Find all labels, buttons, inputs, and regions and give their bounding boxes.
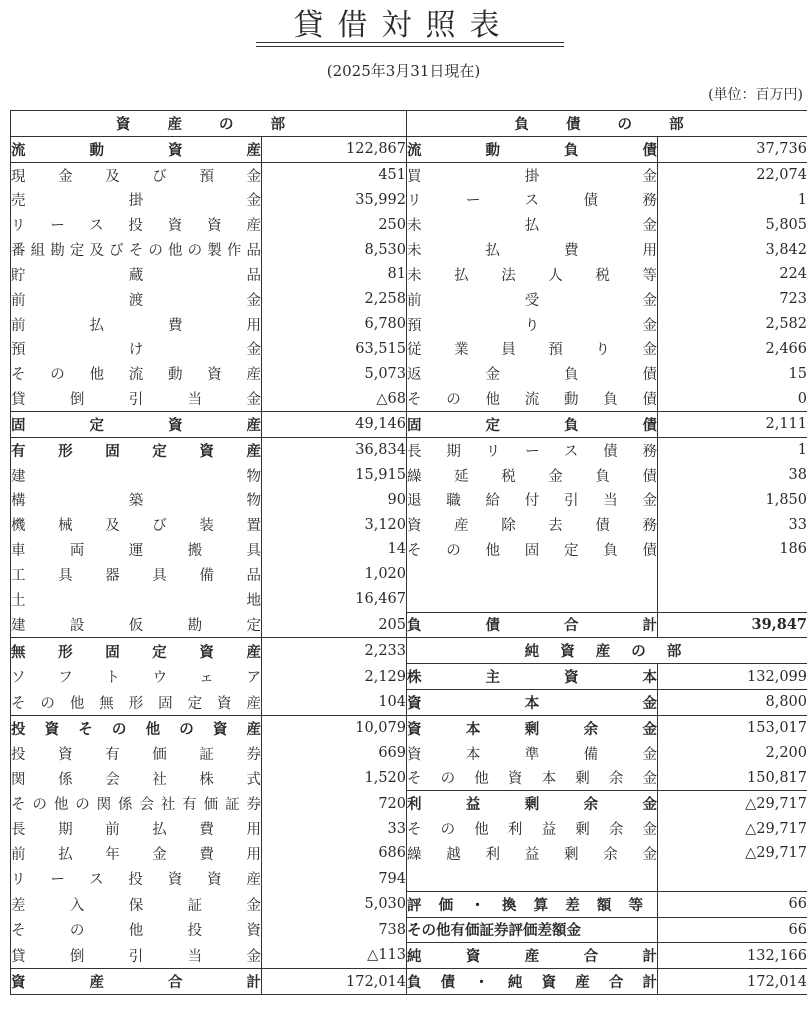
line-item-label: 貸倒引当金 [11, 943, 262, 969]
total-liabilities-value: 39,847 [658, 612, 807, 638]
line-item-value: 794 [262, 866, 407, 891]
line-item-value: 720 [262, 791, 407, 816]
line-item-value: 8,530 [262, 237, 407, 262]
line-item-label: 建設仮勘定 [11, 612, 262, 638]
table-row [11, 943, 807, 969]
line-item-label: 前払年金費用 [11, 841, 262, 866]
line-item-label: 未払費用 [407, 237, 658, 262]
empty-cell [407, 866, 658, 891]
intangible-assets-value: 2,233 [262, 638, 407, 664]
line-item-label: 工具器具備品 [11, 562, 262, 587]
line-item-label: 資産除去債務 [407, 512, 658, 537]
securities-valuation-label: その他有価証券評価差額金 [407, 917, 658, 943]
investments-label: 投資その他の資産 [11, 715, 262, 740]
table-row [11, 638, 807, 664]
line-item-value: △68 [262, 386, 407, 411]
empty-cell [658, 562, 807, 587]
empty-cell [658, 587, 807, 612]
line-item-value: 723 [658, 287, 807, 312]
line-item-value: 224 [658, 262, 807, 287]
line-item-label: 返金負債 [407, 361, 658, 386]
line-item-label: リース債務 [407, 187, 658, 212]
line-item-value: 150,817 [658, 766, 807, 791]
table-row [11, 766, 807, 791]
line-item-value: 15 [658, 361, 807, 386]
line-item-value: 2,466 [658, 336, 807, 361]
table-row [11, 917, 807, 943]
table-row [11, 969, 807, 995]
line-item-value: 35,992 [262, 187, 407, 212]
table-row [11, 312, 807, 337]
document-title: 貸借対照表 [293, 8, 514, 43]
total-liabilities-net-assets-value: 172,014 [658, 969, 807, 995]
line-item-value: 16,467 [262, 587, 407, 612]
line-item-label: その他の関係会社有価証券 [11, 791, 262, 816]
line-item-value: 686 [262, 841, 407, 866]
line-item-label: 番組勘定及びその他の製作品 [11, 237, 262, 262]
table-row [11, 816, 807, 841]
line-item-label: 未払金 [407, 212, 658, 237]
table-row [11, 212, 807, 237]
fixed-assets-label: 固定資産 [11, 411, 262, 437]
line-item-label: 前払費用 [11, 312, 262, 337]
line-item-label: 関係会社株式 [11, 766, 262, 791]
line-item-label: 前受金 [407, 287, 658, 312]
empty-cell [407, 587, 658, 612]
intangible-assets-label: 無形固定資産 [11, 638, 262, 664]
current-assets-value: 122,867 [262, 136, 407, 162]
fixed-liabilities-value: 2,111 [658, 411, 807, 437]
line-item-value: △113 [262, 943, 407, 969]
line-item-value: 1 [658, 437, 807, 462]
table-row [11, 791, 807, 816]
table-row [11, 512, 807, 537]
line-item-label: 未払法人税等 [407, 262, 658, 287]
table-row [11, 287, 807, 312]
line-item-label: リース投資資産 [11, 866, 262, 891]
line-item-label: 建物 [11, 463, 262, 488]
line-item-value: 205 [262, 612, 407, 638]
line-item-value: 5,073 [262, 361, 407, 386]
line-item-label: その他利益剰余金 [407, 816, 658, 841]
as-of-date: (2025年3月31日現在) [326, 62, 481, 80]
line-item-label: 差入保証金 [11, 891, 262, 917]
table-row [11, 866, 807, 891]
line-item-value: 1,520 [262, 766, 407, 791]
line-item-value: 2,200 [658, 741, 807, 766]
table-row [11, 187, 807, 212]
table-row [11, 162, 807, 187]
line-item-value: △29,717 [658, 841, 807, 866]
line-item-label: 前渡金 [11, 287, 262, 312]
line-item-value: 1,850 [658, 487, 807, 512]
line-item-label: 預り金 [407, 312, 658, 337]
valuation-adjustments-label: 評価・換算差額等 [407, 891, 658, 917]
line-item-value: 3,120 [262, 512, 407, 537]
table-row [11, 437, 807, 462]
line-item-label: その他流動負債 [407, 386, 658, 411]
line-item-label: その他無形固定資産 [11, 690, 262, 716]
line-item-value: 81 [262, 262, 407, 287]
line-item-label: その他投資 [11, 917, 262, 943]
line-item-value: 5,805 [658, 212, 807, 237]
capital-surplus-value: 153,017 [658, 715, 807, 740]
balance-sheet-table [10, 110, 807, 995]
line-item-value: 104 [262, 690, 407, 716]
line-item-value: 2,258 [262, 287, 407, 312]
line-item-value: 0 [658, 386, 807, 411]
shareholders-equity-label: 株主資本 [407, 664, 658, 690]
line-item-value: 2,129 [262, 664, 407, 690]
line-item-label: 資本準備金 [407, 741, 658, 766]
line-item-label: 繰越利益剰余金 [407, 841, 658, 866]
capital-stock-label: 資本金 [407, 690, 658, 716]
assets-section-header: 資 産 の 部 [11, 111, 407, 137]
line-item-value: 33 [658, 512, 807, 537]
line-item-label: 長期前払費用 [11, 816, 262, 841]
line-item-value: 90 [262, 487, 407, 512]
liabilities-section-header: 負 債 の 部 [407, 111, 807, 137]
table-row [11, 612, 807, 638]
net-assets-section-header: 純 資 産 の 部 [407, 638, 807, 664]
line-item-value: 1,020 [262, 562, 407, 587]
line-item-value: 186 [658, 537, 807, 562]
line-item-value: 250 [262, 212, 407, 237]
table-row [11, 537, 807, 562]
fixed-liabilities-label: 固定負債 [407, 411, 658, 437]
line-item-label: 貯蔵品 [11, 262, 262, 287]
line-item-value: 669 [262, 741, 407, 766]
line-item-label: 売掛金 [11, 187, 262, 212]
title-underline [256, 42, 564, 43]
total-assets-value: 172,014 [262, 969, 407, 995]
line-item-label: 構築物 [11, 487, 262, 512]
valuation-adjustments-value: 66 [658, 891, 807, 917]
line-item-label: その他固定負債 [407, 537, 658, 562]
empty-cell [658, 866, 807, 891]
line-item-label: その他流動資産 [11, 361, 262, 386]
securities-valuation-value: 66 [658, 917, 807, 943]
line-item-label: 土地 [11, 587, 262, 612]
table-row [11, 361, 807, 386]
table-row [11, 262, 807, 287]
unit-label: (単位：百万円) [708, 87, 803, 103]
line-item-label: 機械及び装置 [11, 512, 262, 537]
current-liabilities-label: 流動負債 [407, 136, 658, 162]
table-row [11, 587, 807, 612]
line-item-label: 車両運搬具 [11, 537, 262, 562]
fixed-assets-value: 49,146 [262, 411, 407, 437]
total-liabilities-label: 負債合計 [407, 612, 658, 638]
line-item-value: 33 [262, 816, 407, 841]
line-item-label: リース投資資産 [11, 212, 262, 237]
empty-cell [407, 562, 658, 587]
line-item-value: 14 [262, 537, 407, 562]
line-item-value: 738 [262, 917, 407, 943]
table-row [11, 841, 807, 866]
table-row [11, 891, 807, 917]
line-item-label: 投資有価証券 [11, 741, 262, 766]
total-liabilities-net-assets-label: 負債・純資産合計 [407, 969, 658, 995]
total-net-assets-label: 純資産合計 [407, 943, 658, 969]
total-assets-label: 資産合計 [11, 969, 262, 995]
line-item-label: 現金及び預金 [11, 162, 262, 187]
line-item-value: 451 [262, 162, 407, 187]
retained-earnings-label: 利益剰余金 [407, 791, 658, 816]
table-row [11, 487, 807, 512]
table-row [11, 741, 807, 766]
table-row [11, 136, 807, 162]
current-liabilities-value: 37,736 [658, 136, 807, 162]
line-item-label: 買掛金 [407, 162, 658, 187]
current-assets-label: 流動資産 [11, 136, 262, 162]
capital-surplus-label: 資本剰余金 [407, 715, 658, 740]
investments-value: 10,079 [262, 715, 407, 740]
capital-stock-value: 8,800 [658, 690, 807, 716]
line-item-label: 貸倒引当金 [11, 386, 262, 411]
section-header-row [11, 111, 807, 137]
table-row [11, 237, 807, 262]
table-row [11, 664, 807, 690]
line-item-value: 5,030 [262, 891, 407, 917]
line-item-value: 63,515 [262, 336, 407, 361]
table-row [11, 690, 807, 716]
line-item-value: 6,780 [262, 312, 407, 337]
line-item-label: 預け金 [11, 336, 262, 361]
line-item-label: 退職給付引当金 [407, 487, 658, 512]
line-item-value: △29,717 [658, 816, 807, 841]
table-row [11, 463, 807, 488]
line-item-value: 1 [658, 187, 807, 212]
line-item-value: 38 [658, 463, 807, 488]
retained-earnings-value: △29,717 [658, 791, 807, 816]
line-item-value: 15,915 [262, 463, 407, 488]
line-item-label: 繰延税金負債 [407, 463, 658, 488]
line-item-label: 従業員預り金 [407, 336, 658, 361]
line-item-label: 長期リース債務 [407, 437, 658, 462]
total-net-assets-value: 132,166 [658, 943, 807, 969]
table-row [11, 562, 807, 587]
table-row [11, 336, 807, 361]
tangible-assets-label: 有形固定資産 [11, 437, 262, 462]
table-row [11, 411, 807, 437]
line-item-value: 3,842 [658, 237, 807, 262]
line-item-label: その他資本剰余金 [407, 766, 658, 791]
line-item-value: 2,582 [658, 312, 807, 337]
line-item-label: ソフトウェア [11, 664, 262, 690]
table-row [11, 386, 807, 411]
table-row [11, 715, 807, 740]
shareholders-equity-value: 132,099 [658, 664, 807, 690]
tangible-assets-value: 36,834 [262, 437, 407, 462]
title-underline [256, 46, 564, 47]
line-item-value: 22,074 [658, 162, 807, 187]
